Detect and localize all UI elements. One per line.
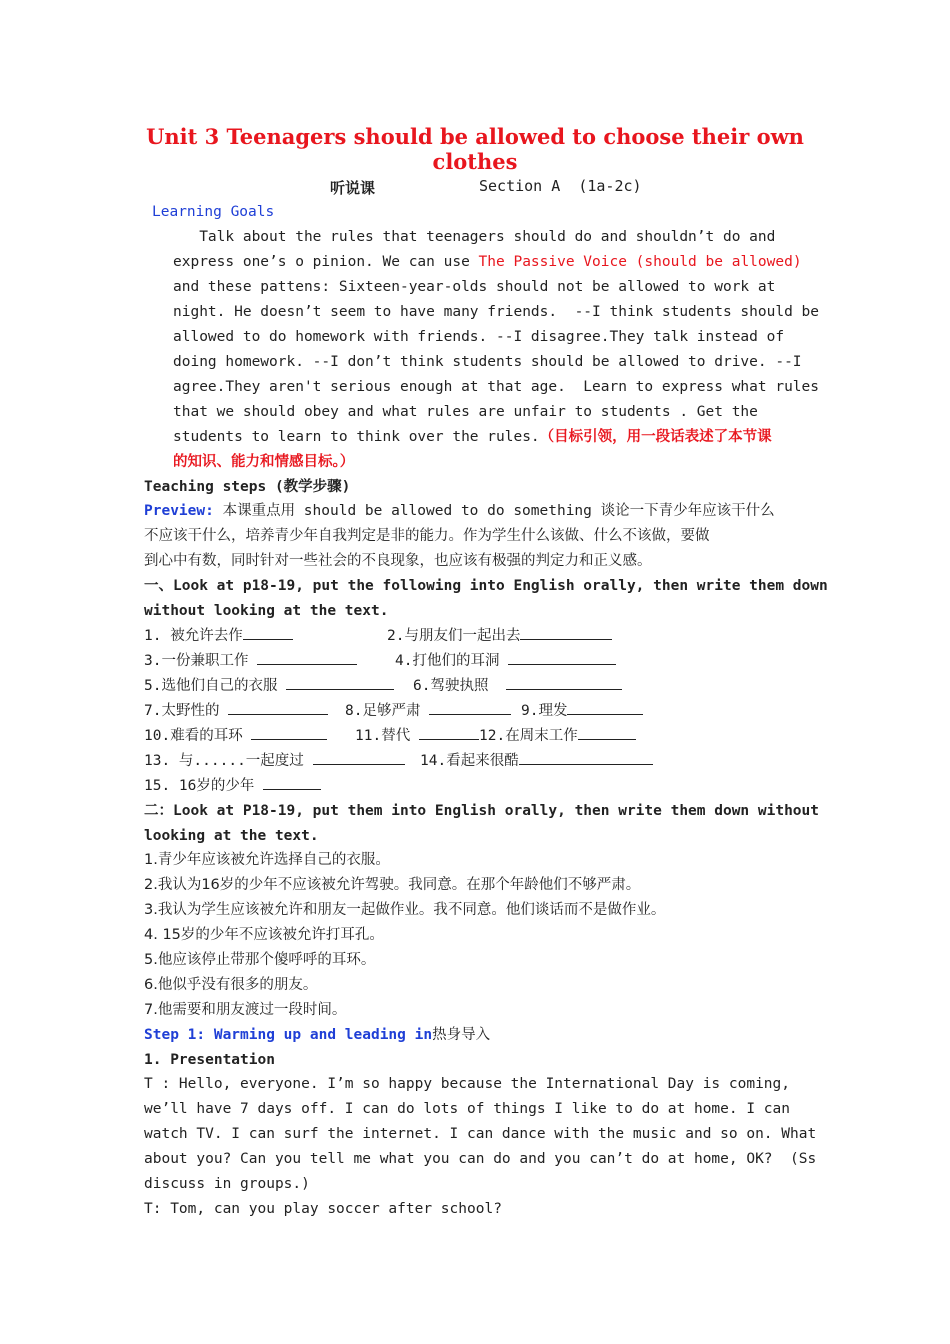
presentation-heading: 1. Presentation bbox=[144, 1052, 275, 1068]
step1-cn: 热身导入 bbox=[432, 1027, 491, 1043]
answer-blank[interactable] bbox=[263, 775, 321, 790]
vocab-item-9: 9.理发 bbox=[521, 700, 643, 722]
vocab-item-14: 14.看起来很酷 bbox=[420, 750, 653, 772]
goals-line-9-text: students to learn to think over the rules. bbox=[173, 429, 540, 445]
goals-line-8: that we should obey and what rules are unfair to students . Get the bbox=[173, 404, 758, 420]
page-title: Unit 3 Teenagers should be allowed to choose their own clothes bbox=[146, 124, 804, 174]
goals-note-2: 的知识、能力和情感目标。） bbox=[173, 454, 355, 470]
vocab-item-13: 13. 与......一起度过 bbox=[144, 750, 405, 772]
preview-line-2: 不应该干什么，培养青少年自我判定是非的能力。作为学生什么该做、什么不该做，要做 bbox=[144, 528, 710, 544]
vocab-item-4: 4.打他们的耳洞 bbox=[395, 650, 616, 672]
passive-voice-highlight: The Passive Voice (should be allowed) bbox=[478, 254, 802, 270]
task1-instruction-1: 一、Look at p18-19, put the following into English orally, then write them down bbox=[144, 578, 828, 594]
answer-blank[interactable] bbox=[506, 675, 622, 690]
sentence-item-3: 3.我认为学生应该被允许和朋友一起做作业。我不同意。他们谈话而不是做作业。 bbox=[144, 902, 666, 918]
answer-blank[interactable] bbox=[429, 700, 511, 715]
presentation-line-3: watch TV. I can surf the internet. I can dance with the music and so on. What bbox=[144, 1126, 817, 1142]
vocab-item-15: 15. 16岁的少年 bbox=[144, 775, 321, 797]
answer-blank[interactable] bbox=[578, 725, 636, 740]
answer-blank[interactable] bbox=[508, 650, 616, 665]
preview-line-1 bbox=[144, 500, 775, 522]
step1-label: Step 1: Warming up and leading in bbox=[144, 1027, 433, 1043]
sentence-item-1: 1.青少年应该被允许选择自己的衣服。 bbox=[144, 852, 390, 868]
answer-blank[interactable] bbox=[286, 675, 394, 690]
vocab-item-8: 8.足够严肃 bbox=[345, 700, 511, 722]
goals-line-2-text: express one’s o pinion. We can use bbox=[173, 254, 479, 270]
lesson-type: 听说课 bbox=[330, 179, 376, 197]
goals-line-5: allowed to do homework with friends. --I disagree.They talk instead of bbox=[173, 329, 785, 345]
sentence-item-5: 5.他应该停止带那个傻呼呼的耳环。 bbox=[144, 952, 376, 968]
vocab-item-2: 2.与朋友们一起出去 bbox=[387, 625, 612, 647]
answer-blank[interactable] bbox=[228, 700, 328, 715]
answer-blank[interactable] bbox=[257, 650, 357, 665]
vocab-item-12: 12.在周末工作 bbox=[479, 725, 636, 747]
goals-line-7: agree.They aren't serious enough at that age. Learn to express what rules bbox=[173, 379, 820, 395]
preview-text-1: 本课重点用 should be allowed to do something 谈论一下青少年应该干什么 bbox=[213, 503, 775, 519]
vocab-item-1: 1. 被允许去作 bbox=[144, 625, 293, 647]
learning-goals-heading: Learning Goals bbox=[152, 204, 275, 220]
vocab-item-5: 5.选他们自己的衣服 bbox=[144, 675, 394, 697]
presentation-line-6: T: Tom, can you play soccer after school? bbox=[144, 1201, 502, 1217]
vocab-item-11: 11.替代 bbox=[355, 725, 479, 747]
presentation-line-4: about you? Can you tell me what you can do and you can’t do at home, OK? (Ss bbox=[144, 1151, 817, 1167]
goals-line-1: Talk about the rules that teenagers should do and shouldn’t do and bbox=[173, 229, 776, 245]
presentation-line-1: T : Hello, everyone. I’m so happy because the International Day is coming, bbox=[144, 1076, 791, 1092]
subtitle bbox=[0, 177, 950, 199]
goals-note-1: （目标引领，用一段话表述了本节课 bbox=[539, 429, 772, 445]
sentence-item-7: 7.他需要和朋友渡过一段时间。 bbox=[144, 1002, 347, 1018]
section-label: Section A (1a-2c) bbox=[479, 177, 642, 195]
goals-line-6: doing homework. --I don’t think students should be allowed to drive. --I bbox=[173, 354, 802, 370]
goals-line-2 bbox=[173, 251, 802, 273]
answer-blank[interactable] bbox=[567, 700, 643, 715]
step1-heading bbox=[144, 1024, 490, 1046]
sentence-item-2: 2.我认为16岁的少年不应该被允许驾驶。我同意。在那个年龄他们不够严肃。 bbox=[144, 877, 641, 893]
sentence-item-4: 4. 15岁的少年不应该被允许打耳孔。 bbox=[144, 927, 384, 943]
answer-blank[interactable] bbox=[313, 750, 405, 765]
preview-label: Preview: bbox=[144, 503, 214, 519]
presentation-line-5: discuss in groups.) bbox=[144, 1176, 310, 1192]
vocab-item-6: 6.驾驶执照 bbox=[413, 675, 622, 697]
goals-line-9 bbox=[173, 426, 772, 448]
answer-blank[interactable] bbox=[251, 725, 327, 740]
answer-blank[interactable] bbox=[243, 625, 293, 640]
answer-blank[interactable] bbox=[519, 750, 653, 765]
task2-instruction-1: 二：Look at P18-19, put them into English orally, then write them down without bbox=[144, 803, 820, 819]
goals-line-4: night. He doesn’t seem to have many friends. --I think students should be bbox=[173, 304, 820, 320]
vocab-item-3: 3.一份兼职工作 bbox=[144, 650, 357, 672]
vocab-item-10: 10.难看的耳环 bbox=[144, 725, 327, 747]
task2-instruction-2: looking at the text. bbox=[144, 828, 319, 844]
answer-blank[interactable] bbox=[419, 725, 479, 740]
preview-line-3: 到心中有数，同时针对一些社会的不良现象，也应该有极强的判定力和正义感。 bbox=[144, 553, 652, 569]
answer-blank[interactable] bbox=[520, 625, 612, 640]
task1-instruction-2: without looking at the text. bbox=[144, 603, 389, 619]
sentence-item-6: 6.他似乎没有很多的朋友。 bbox=[144, 977, 318, 993]
presentation-line-2: we’ll have 7 days off. I can do lots of things I like to do at home. I can bbox=[144, 1101, 791, 1117]
goals-line-3: and these pattens: Sixteen-year-olds should not be allowed to work at bbox=[173, 279, 776, 295]
vocab-item-7: 7.太野性的 bbox=[144, 700, 328, 722]
teaching-steps-heading: Teaching steps (教学步骤) bbox=[144, 479, 351, 495]
